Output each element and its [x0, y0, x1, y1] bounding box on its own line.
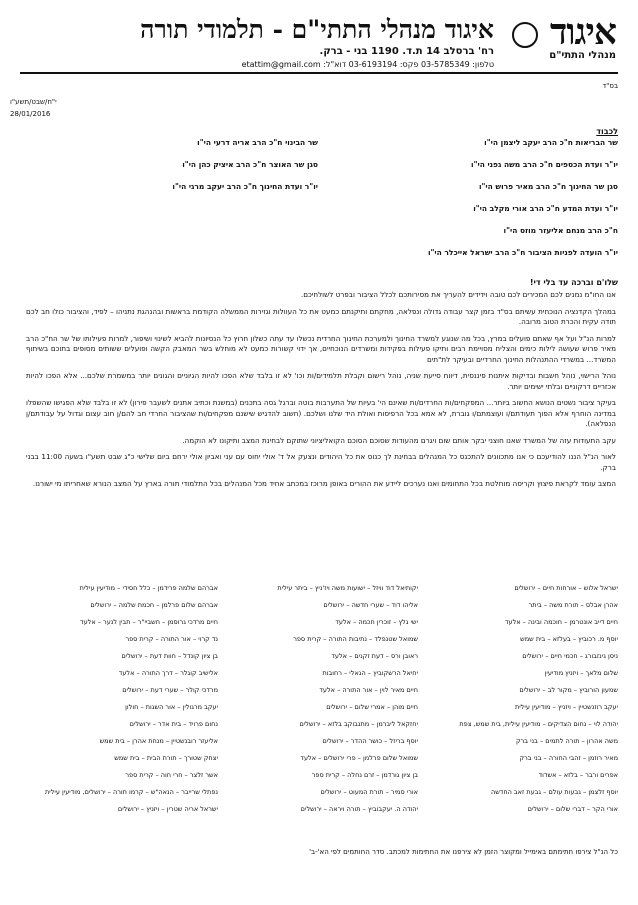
recipient-item: סגן שר האוצר ח"כ הרב איציק כהן הי"ו: [182, 160, 318, 169]
signatory: יקותיאל דוד וויזל – ישועות משה ויז'ניץ – ביתר עילית: [277, 584, 418, 592]
signatory: יוסף זלצמן – גבעות עולם – גבעת זאב החדשה: [490, 788, 618, 796]
footnote: כל הנ"ל צירפו חתימתם באימייל ומקוצר הזמן לא צירפנו את החתימות למכתב. סדר החותמים לפי הא'-ב': [309, 848, 618, 856]
signatory: אלישיב קוגלר – דרך התורה – אלעד: [118, 669, 218, 677]
signatory: חיים מאיר לוין – אור התורה – אלעד: [319, 686, 418, 694]
signatory: ישי גלץ – זוכרין חכמה – אלעד: [335, 618, 418, 626]
logo-oval-shape: [512, 22, 538, 48]
recipient-item: יו"ר ועדת החינוך ח"כ הרב יעקב מרגי הי"ו: [172, 182, 318, 191]
body-paragraph: נוהל הרישוי, נוהל חשבות ובדיקות איתנות פיננסית, דיווח סייעת שניה, נוהל רישום וקבלת תלמידים/ות וכו' לא זו בלבד שלא הפכו להיות הגיוניים והגונים יותר במשמרת שלכם... אלא הפכו להיות אכזריים דרקוניים ובלתי ישימים יותר.: [26, 371, 616, 391]
body-paragraph: למרות הנ"ל ועל אף שאתם פועלים במרץ, בכל מה שנוגע למשרד החינוך ולמערכת החינוך החרדית נכשלו עד עתה כשלון חרוץ כל הנסיונות להביא לשינוי ושיפור, למרות פעילותו של שר הח"כ הרב מאיר פרוש שעושה לילות כימים והצליח מסויימת רבים ותיקו פעילות בפקידות ומשרדים הנוכחיים, אך ידוי קשורות כמעט לא מוחלש בשר המאבק הקשה ופועלים ששותים מסופים בתוכם בשיתוף המשרד... במשרדי ההתנהלות החינוך החרדיים ובעיקר לת"תים: [26, 333, 616, 364]
signatory: משה אהרון – תורה לתמים – בני ברק: [516, 737, 618, 745]
signatory: יוסף מ. רכוביץ – בעלזא – בית שמש: [520, 635, 618, 643]
body-paragraph: בעיקר ציבור נשטים הנושא החשוב ביותר... המפקחים/ות החרדים/ות שאינם הי' בעיות של התערבות בוטה וברגל גסה בתכנים (במשנת וכתיב אתנים לשעבר פירון) לא זו בלבד שלא הפגישו שהשפלו במדינה הוחרף אלא הפוך תעודתם/ו ועוצמתם/ו גוברת, לא אמא בכל הרפיסות ואולת היד שלנו ושלכם. (חשוב להדגיש שישנם מפקחים/ות שהציבור החרדי חב להם/ן חוב עצום וגדול על עבודתם/ן הנפלאה).: [26, 398, 616, 428]
signatory: ראובן ורס – דעת זקנים – אלעד: [331, 652, 418, 660]
signatory: ישראל אריה שטרין – ויזניץ – ירושלים: [117, 805, 218, 813]
letterhead-divider: [20, 72, 618, 74]
signatory: מרדכי קולר – שערי דעת – ירושלים: [122, 686, 218, 694]
signatory: שלום מלאך – ויזניץ מודיעין: [544, 669, 618, 677]
recipient-item: יו"ר ועדת הכספים ח"כ הרב משה גפני הי"ו: [471, 160, 618, 169]
signatory: נד קרוי – אור התורה – קרית ספר: [125, 635, 218, 643]
organization-logo: [508, 11, 622, 66]
signatory: בן ציון גורדמן – זרם נחלה – קרית ספר: [311, 771, 418, 779]
recipient-item: שר הבריאות ח"כ הרב יעקב ליצמן הי"ו: [484, 138, 618, 147]
signatory: נפתלי שרייבר – הנאה"ש – קרמו תורה – ירושלים, מודיעין עילית: [44, 788, 218, 796]
signatory: אהרן אבלס – תורת משה – ביתר: [528, 601, 618, 609]
signatory: יוסף בריזל – כושר ההדר – ירושלים: [322, 737, 418, 745]
signatory: שמואל שלום פרלמן – פרי ירושלים – אלעד: [300, 754, 418, 762]
body-paragraph: לאור הנ"ל הננו להודיעכם כי אנו מתכוונים להתכנס כל המנהלים בבחינת לך כנוס את כל היהודים ונצעק אל ד' אולי יחוס עם עני ואביון אולי ירחם ביום שלישי כ"ג שבט תשע"ו בשעה 11:00 בבני ברק.: [26, 452, 616, 472]
signatory: שמואל שטנפלד – נתיבות התורה – קרית ספר: [293, 635, 418, 643]
signatory: יהודה ה. יעקבוביץ – תורה ויראה – ירושלים: [300, 805, 418, 813]
organization-address: רח' ברסלב 14 ת.ד. 1190 בני - ברק.: [319, 46, 494, 57]
signatory: יחיאל הרשקוביץ – הגאלי – רחובות: [322, 669, 418, 677]
signatory: יצחק שטורך – תורת הבית – בית שמש: [114, 754, 218, 762]
signatory: אברהם שלמה פרידמן – כלל חסידי – מודיעין עילית: [79, 584, 218, 592]
body-paragraph: עקב התעודות עזה של המשרד שאנו חוצני יבקר אותם שום ויגרם מהעודות שסוכם הסוכם הקואליציוני שתוקם לבחינת המצב ותיקונו לא הוקמה.: [182, 435, 616, 445]
hebrew-date: י"ח/שבט/תשע"ו: [10, 98, 57, 106]
body-paragraph: אנו החו"מ נמנים לכם המכירים לכם טובה וידידים להעריך את מסירותכם לכלל הציבור ובפרט לשולחיכם.: [300, 290, 616, 299]
signatory: יהודה לוי – נחום הצדיקים – מודיעין עילית, בית שמש, צפת: [459, 720, 618, 728]
recipient-item: ח"כ הרב מנחם אליעזר מוזס הי"ו: [503, 226, 618, 235]
greeting: שלו'ם וברכה עד בלי די!: [529, 278, 618, 287]
recipient-item: שר הבינוי ח"כ הרב אריה דרעי הי"ו: [197, 138, 318, 147]
recipient-item: סגן שר החינוך ח"כ הרב מאיר פרוש הי"ו: [478, 182, 618, 191]
signatories-list: [20, 584, 618, 824]
signatory: יחזקאל ליברמן – מתנבוקב בלזא – ירושלים: [299, 720, 418, 728]
organization-name: איגוד מנהלי התתי"ם - תלמודי תורה: [140, 15, 494, 44]
recipients-list: [20, 138, 618, 268]
recipient-item: יו"ר ועדת המדע ח"כ הרב אורי מקלב הי"ו: [473, 204, 618, 213]
signatory: אורי הקר – דברי שלום – ירושלים: [527, 805, 618, 813]
letter-body: [26, 290, 616, 496]
signatory: ניסן גינזבורג – חכמי חיים – ירושלים: [522, 652, 618, 660]
signatory: נחום פרויד – בית אדר – ירושלים: [129, 720, 218, 728]
signatory: ישראל אלוש – אורחות חיים – ירושלים: [514, 584, 618, 592]
signatory: אפרים ורבר – בלזא – אשדוד: [538, 771, 618, 779]
signatory: אורי סמיר – תורת המעוט – ירושלים: [320, 788, 418, 796]
signatory: אברהם שלום פרלמן – חכמת שלמה – ירושלים: [90, 601, 218, 609]
signatory: אליעזר רובנשטיין – מנחת אהרן – בית שמש: [99, 737, 218, 745]
body-paragraph: במהלך הקדנציה הנוכחית עשיתם בס"ד בזמן קצר עבודה גדולה ונפלאה, מחקתם ותיקנתם כמעט את כל העוולות וגזירות הממשלה הקודמת בראשות ובהנהגת נתניהו – לפיד, והציבור כולו חב לכם תודה עקית והכרת הטוב מרובה.: [26, 306, 616, 326]
logo-subtitle: מנהלי התתי"ם: [549, 50, 616, 61]
signatory: חיים מוהן – אמרי שלום – ירושלים: [326, 703, 418, 711]
body-paragraph: המצב עומד לקראת פיצוץ וקריסה מוחלטת בכל התחומים ואנו נערכים ליידע את ההורים באופן מרוכז במכתב אחיד מכל המנהלים בכל התלמודי תורה בארץ על המצב הנורא שאחריתו מי ישורנו.: [32, 479, 616, 488]
signatory: חיים מרדכי גרוסמן – חשביי"ר – תבין לנער – אלעד: [80, 618, 218, 626]
recipient-item: יו"ר הועדה לפניות הציבור ח"כ הרב ישראל אייכלר הי"ו: [427, 248, 618, 257]
signatory: אליהו דוד – שערי חדשה – ירושלים: [323, 601, 418, 609]
letterhead: [22, 11, 622, 69]
signatory: יעקב רוזנשטיין – ויזניץ – מודיעין עילית: [514, 703, 618, 711]
signatory: מאיר רוזמן – זהבי החורה – בני ברק: [519, 754, 618, 762]
signatory: חיים דייב אונטרמן – חוכמה ובינה – אלעד: [504, 618, 618, 626]
organization-contact: טלפון: 03-5785349 פקס: 03-6193194 דוא"ל: etattim@gmail.com: [241, 60, 494, 69]
signatory: יעקב מרגולין – אור השגות – חולון: [125, 703, 218, 711]
logo-word: איגוד: [550, 11, 616, 53]
signatory: שמעון הורוביץ – מקור לב – ירושלים: [519, 686, 618, 694]
signatory: בן ציון קונדל – חוות דעת – ירושלים: [121, 652, 218, 660]
signatory: אשר זלצר – חרי חוה – קרית ספר: [125, 771, 218, 779]
bsd-mark: בס"ד: [602, 82, 618, 90]
gregorian-date: 28/01/2016: [10, 110, 51, 118]
recipients-label: לכבוד: [596, 127, 618, 136]
